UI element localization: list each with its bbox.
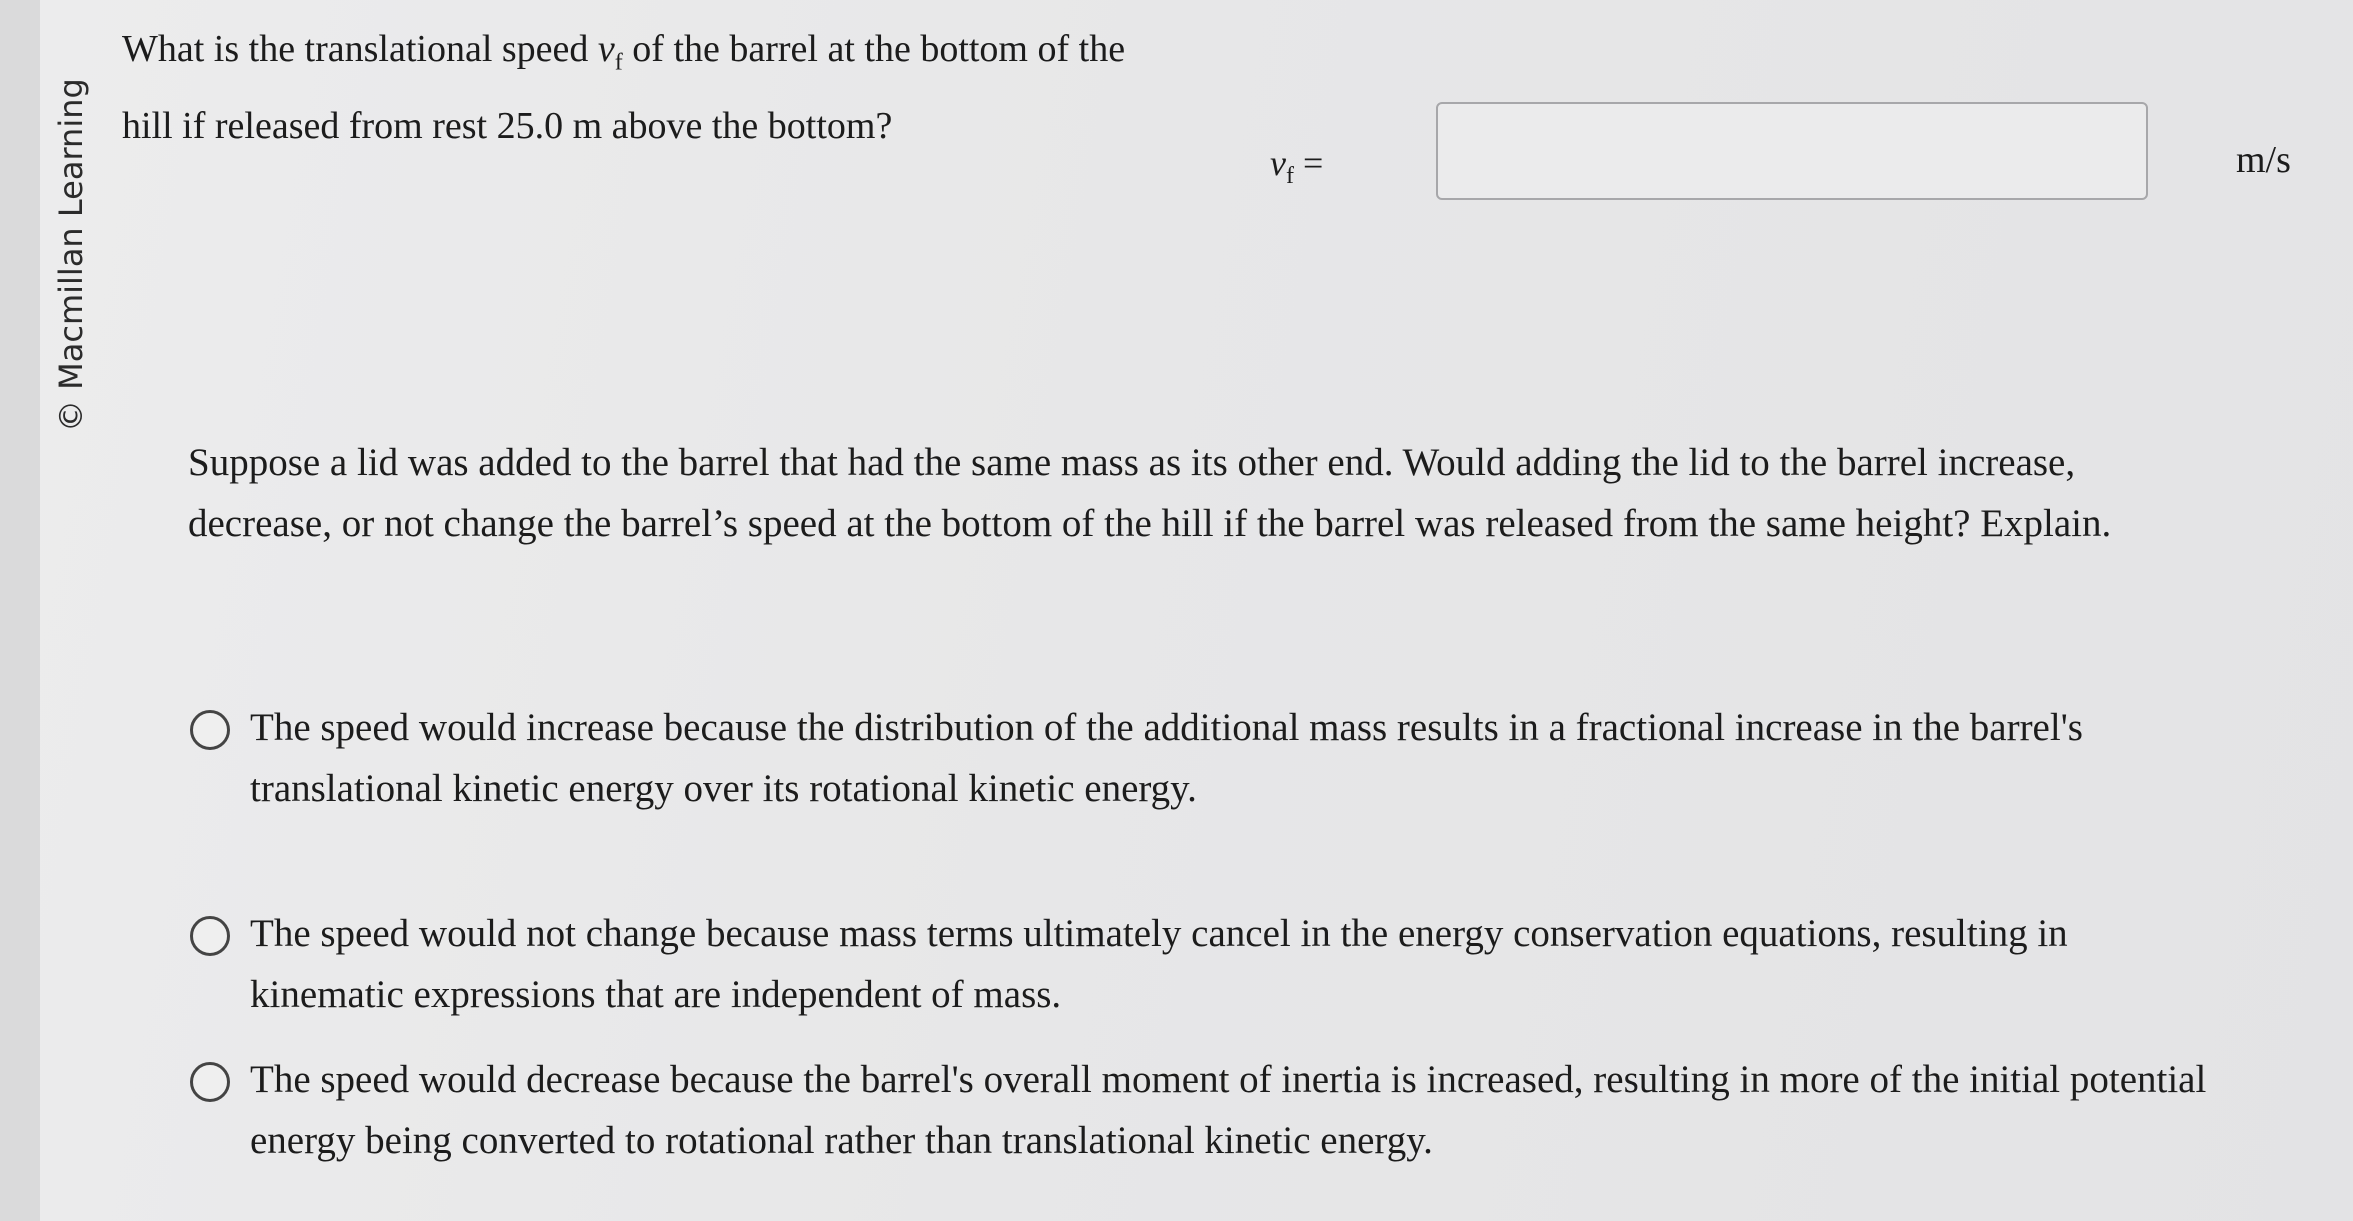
answer-label: [1270, 142, 1323, 190]
question-prefix: What is the translational speed: [122, 28, 598, 70]
speed-answer-input[interactable]: [1436, 102, 2148, 200]
answer-label-subscript: f: [1285, 163, 1294, 190]
left-edge-strip: [0, 0, 41, 1221]
answer-label-base: v: [1270, 143, 1286, 183]
variable-subscript: f: [614, 49, 623, 76]
variable-base: v: [597, 28, 615, 70]
unit-label: m/s: [2236, 139, 2291, 181]
option-increase[interactable]: [190, 697, 2230, 819]
radio-button[interactable]: [190, 1062, 230, 1102]
equals-sign: =: [1302, 143, 1324, 183]
radio-button[interactable]: [190, 916, 230, 956]
option-label: The speed would increase because the distribution of the additional mass results in a fractional increase in the barrel's translational kinetic energy over its rotational kinetic energy.: [250, 706, 2083, 810]
question-suffix: of the barrel at the bottom of the hill if released from rest 25.0 m above the bottom?: [122, 28, 1126, 147]
question-lid-prompt: Suppose a lid was added to the barrel that had the same mass as its other end. Would adding the lid to the barrel increase, decrease, or not change the barrel’s speed at the bottom of the hill if the barrel was released from the same height? Explain.: [188, 441, 2112, 545]
radio-button[interactable]: [190, 710, 230, 750]
option-label: The speed would not change because mass terms ultimately cancel in the energy conservation equations, resulting in kinematic expressions that are independent of mass.: [250, 912, 2068, 1016]
copyright-credit: © Macmillan Learning: [52, 78, 90, 432]
question-speed-prompt: [122, 18, 1182, 158]
variable-vf: [597, 28, 623, 76]
option-decrease[interactable]: [190, 1049, 2230, 1171]
option-no-change[interactable]: [190, 903, 2230, 1025]
option-label: The speed would decrease because the barrel's overall moment of inertia is increased, resulting in more of the initial potential energy being converted to rotational rather than translational kinetic energy.: [250, 1058, 2207, 1162]
